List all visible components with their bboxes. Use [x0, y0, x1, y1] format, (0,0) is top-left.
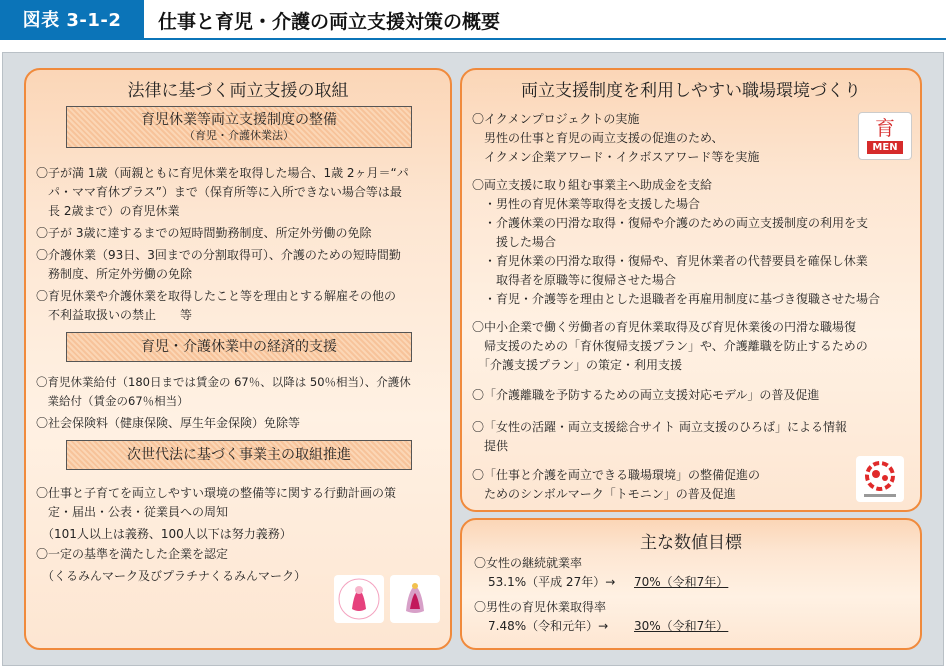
left-item-line: 〇子が満 1歳（両親ともに育児休業を取得した場合、1歳 2ヶ月＝“パ [36, 166, 409, 180]
target-label: 〇男性の育児休業取得率 [474, 600, 607, 614]
right-item-line: 〇「女性の活躍・両立支援総合サイト 両立支援のひろば」による情報 [472, 420, 847, 434]
target-goal: 30%（令和7年） [634, 619, 729, 633]
left-item-line: 〇仕事と子育てを両立しやすい環境の整備等に関する行動計画の策 [36, 486, 397, 500]
childcare-system-box [66, 106, 412, 148]
left-item-line: 〇一定の基準を満たした企業を認定 [36, 547, 229, 561]
target-baseline: 53.1%（平成 27年）→ [488, 575, 616, 589]
right-item-line: ・介護休業の円滑な取得・復帰や介護のための両立支援制度の利用を支 [472, 216, 869, 230]
right-item-line: 〇両立支援に取り組む事業主へ助成金を支給 [472, 178, 713, 192]
numeric-targets-panel [460, 518, 922, 650]
ikumen-logo-kanji: 育 [875, 116, 895, 140]
target-goal: 70%（令和7年） [634, 575, 729, 589]
economic-support-heading: 育児・介護休業中の経済的支援 [141, 339, 337, 355]
left-item-line: 不利益取扱いの禁止 等 [36, 308, 193, 322]
next-generation-heading: 次世代法に基づく事業主の取組推進 [127, 447, 351, 463]
ikumen-logo [858, 112, 912, 160]
right-item-line: ・育児休業の円滑な取得・復帰や、育児休業者の代替要員を確保し休業 [472, 254, 868, 268]
left-item-line: 〇社会保険料（健康保険、厚生年金保険）免除等 [36, 416, 301, 430]
figure-title: 仕事と育児・介護の両立支援対策の概要 [158, 11, 501, 33]
figure-header [0, 0, 946, 38]
right-item-line: 〇「介護離職を予防するための両立支援対応モデル」の普及促進 [472, 388, 820, 402]
left-item-line: パ・ママ育休プラス”）まで（保育所等に入所できない場合等は最 [36, 185, 402, 199]
economic-support-box [66, 332, 412, 362]
childcare-system-law: （育児・介護休業法） [184, 129, 294, 142]
platinum-kurumin-mark-logo [390, 575, 440, 623]
right-item-line: 〇「仕事と介護を両立できる職場環境」の整備促進の [472, 468, 761, 482]
right-item-line: 「介護支援プラン」の策定・利用支援 [472, 358, 683, 372]
left-item-line: 定・届出・公表・従業員への周知 [36, 505, 229, 519]
left-item-line: （くるみんマーク及びプラチナくるみんマーク） [36, 569, 307, 583]
legal-support-panel [24, 68, 452, 650]
right-item-line: 帰支援のための「育休復帰支援プラン」や、介護離職を防止するための [472, 339, 868, 353]
right-item-line: 男性の仕事と育児の両立支援の促進のため、 [472, 131, 724, 145]
right-item-line: ・育児・介護等を理由とした退職者を再雇用制度に基づき復職させた場合 [472, 292, 881, 306]
right-item-line: ためのシンボルマーク「トモニン」の普及促進 [472, 487, 736, 501]
right-item-line: 取得者を原職等に復帰させた場合 [472, 273, 677, 287]
left-item-line: 〇育児休業や介護休業を取得したこと等を理由とする解雇その他の [36, 289, 397, 303]
workplace-environment-panel [460, 68, 922, 512]
ikumen-logo-label: MEN [867, 141, 903, 154]
header-rule [0, 38, 946, 40]
left-item-line: 〇子が 3歳に達するまでの短時間勤務制度、所定外労働の免除 [36, 226, 372, 240]
left-item-line: 長 2歳まで）の育児休業 [36, 204, 180, 218]
right-item-line: 〇イクメンプロジェクトの実施 [472, 112, 640, 126]
left-item-line: （101人以上は義務、100人以下は努力義務） [36, 527, 292, 541]
kurumin-mark-logo [334, 575, 384, 623]
figure-label: 図表 3-1-2 [0, 0, 144, 38]
target-baseline: 7.48%（令和元年）→ [488, 619, 609, 633]
workplace-environment-title: 両立支援制度を利用しやすい職場環境づくり [521, 81, 861, 101]
next-generation-box [66, 440, 412, 470]
right-item-line: イクメン企業アワード・イクボスアワード等を実施 [472, 150, 760, 164]
left-item-line: 〇育児休業給付（180日までは賃金の 67％、以降は 50％相当）、介護休 [36, 375, 411, 389]
right-item-line: 援した場合 [472, 235, 557, 249]
left-item-line: 務制度、所定外労働の免除 [36, 267, 193, 281]
right-item-line: ・男性の育児休業等取得を支援した場合 [472, 197, 701, 211]
right-item-line: 提供 [472, 439, 509, 453]
left-item-line: 〇介護休業（93日、3回までの分割取得可）、介護のための短時間勤 [36, 248, 401, 262]
right-item-line: 〇中小企業で働く労働者の育児休業取得及び育児休業後の円滑な職場復 [472, 320, 857, 334]
legal-support-title: 法律に基づく両立支援の取組 [127, 81, 349, 101]
left-item-line: 業給付（賃金の67％相当） [36, 394, 189, 408]
tomonin-logo [856, 456, 904, 502]
numeric-targets-title: 主な数値目標 [640, 533, 742, 553]
childcare-system-heading: 育児休業等両立支援制度の整備 [141, 112, 337, 128]
target-label: 〇女性の継続就業率 [474, 556, 583, 570]
